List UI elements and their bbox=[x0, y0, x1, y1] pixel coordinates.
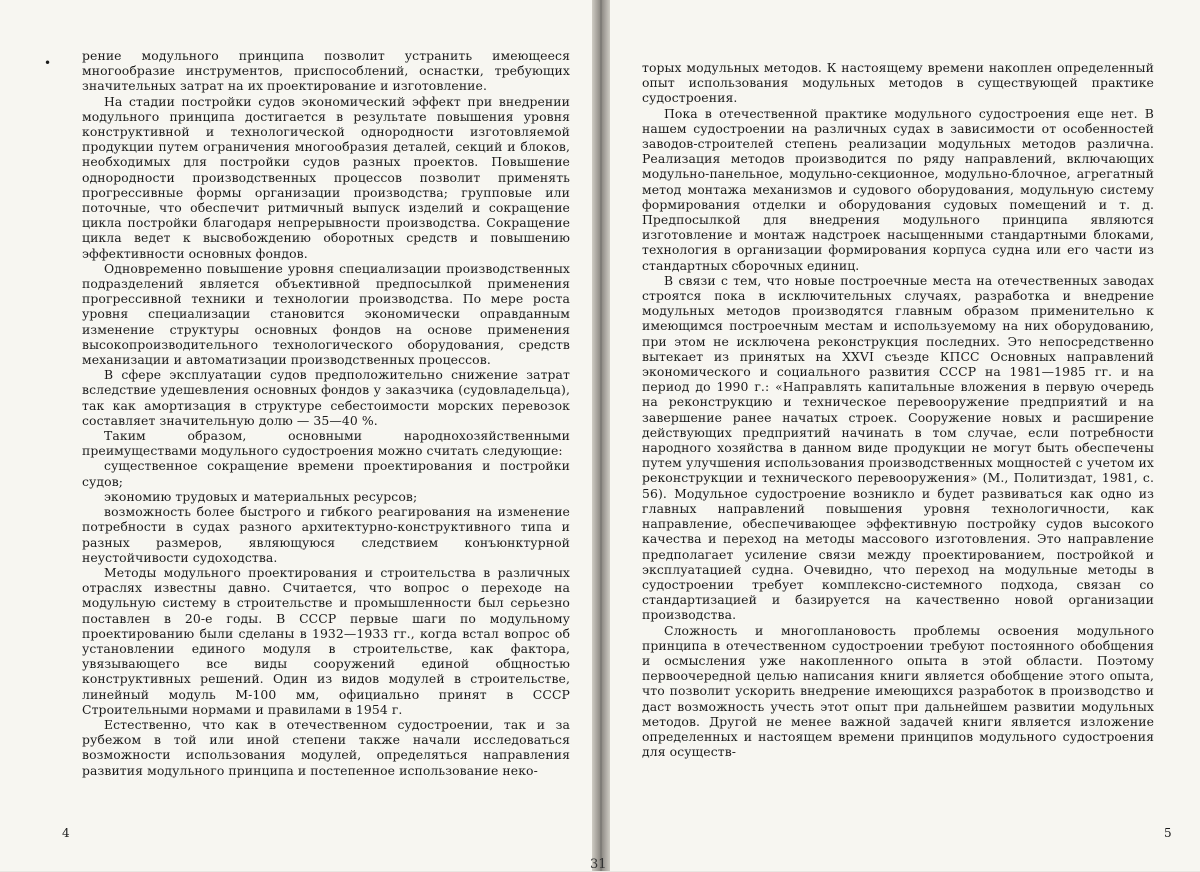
paragraph: торых модульных методов. К настоящему времени накоплен определенный опыт использования модульных методов в существующей практике судостроения. bbox=[642, 60, 1154, 106]
margin-mark: • bbox=[44, 56, 52, 70]
paragraph: Одновременно повышение уровня специализации производственных подразделений является объективной предпосылкой применения прогрессивной техники и технологии производства. По мере роста уровня специализации становится экономически оправданным изменение структуры основных фондов на основе применения высокопроизводительного технологического оборудования, средств механизации и автоматизации производственных процессов. bbox=[82, 260, 570, 368]
right-page-number: 5 bbox=[1164, 826, 1172, 840]
left-page-number: 4 bbox=[62, 826, 70, 840]
book-gutter bbox=[592, 0, 610, 871]
paragraph: В сфере эксплуатации судов предположительно снижение затрат вследствие удешевления основных фондов у заказчика (судовладельца), так как амортизация в структуре себестоимости морских перевозок составляет значительную долю — 35—40 %. bbox=[82, 367, 570, 428]
paragraph: существенное сокращение времени проектирования и постройки судов; bbox=[82, 458, 570, 489]
right-page-text bbox=[642, 60, 1154, 759]
paragraph: В связи с тем, что новые построечные места на отечественных заводах строятся пока в исключительных случаях, разработка и внедрение модульных методов производятся главным образом применительно к имеющимся построечным местам и используемому на них оборудованию, при этом не исключена реконструкция последних. Это непосредственно вытекает из принятых на XXVI съезде КПСС Основных направлений экономического и социального развития СССР на 1981—1985 гг. и на период до 1990 г.: «Направлять капитальные вложения в первую очередь на реконструкцию и техническое перевооружение предприятий и на завершение ранее начатых строек. Сооружение новых и расширение действующих предприятий начинать в том случае, если потребности народного хозяйства в данном виде продукции не могут быть обеспечены путем улучшения использования производственных мощностей с учетом их реконструкции и технического перевооружения» (М., Политиздат, 1981, с. 56). Модульное судостроение возникло и будет развиваться как одно из главных направлений повышения уровня технологичности, как направление, обеспечивающее эффективную постройку судов высокого качества и переход на методы массового изготовления. Это направление предполагает усиление связи между проектированием, постройкой и эксплуатацией судна. Очевидно, что переход на модульные методы в судостроении требует комплексно-системного подхода, связан со стандартизацией и базируется на качественно новой организации производства. bbox=[642, 272, 1154, 623]
paragraph: На стадии постройки судов экономический эффект при внедрении модульного принципа достигается в результате повышения уровня конструктивной и технологической однородности изготовляемой продукции путем ограничения многообразия деталей, секций и блоков, необходимых для постройки судов разных проектов. Повышение однородности производственных процессов позволит применять прогрессивные формы организации производства; групповые или поточные, что обеспечит ритмичный выпуск изделий и сокращение цикла постройки благодаря непрерывности производства. Сокращение цикла ведет к высвобождению оборотных средств и повышению эффективности основных фондов. bbox=[82, 93, 570, 261]
paragraph: Пока в отечественной практике модульного судостроения еще нет. В нашем судостроении на различных судах в зависимости от особенностей заводов-строителей степень реализации модульных методов различна. Реализация методов производится по ряду направлений, включающих модульно-панельное, модульно-секционное, модульно-блочное, агрегатный метод монтажа механизмов и судового оборудования, модульную систему формирования отделки и оборудования судовых помещений и т. д. Предпосылкой для внедрения модульного принципа являются изготовление и монтаж надстроек насыщенными стандартными блоками, технология в организации формирования корпуса судна или его части из стандартных сборочных единиц. bbox=[642, 105, 1154, 273]
left-page-text bbox=[82, 48, 570, 778]
left-page bbox=[0, 0, 598, 871]
paragraph: экономию трудовых и материальных ресурсов; bbox=[104, 488, 418, 504]
gutter-mark: 31 bbox=[590, 857, 607, 872]
right-page bbox=[602, 0, 1200, 871]
paragraph: Сложность и многоплановость проблемы освоения модульного принципа в отечественном судостроении требуют постоянного обобщения и осмысления уже накопленного опыта в этой области. Поэтому первоочередной целью написания книги является обобщение этого опыта, что позволит ускорить внедрение имеющихся разработок в производство и даст возможность учесть этот опыт при дальнейшем развитии модульных методов. Другой не менее важной задачей книги является изложение определенных и настоящем времени принципов модульного судостроения для осуществ- bbox=[642, 622, 1154, 760]
paragraph: Таким образом, основными народнохозяйственными преимуществами модульного судостроения можно считать следующие: bbox=[82, 428, 570, 459]
paragraph: рение модульного принципа позволит устранить имеющееся многообразие инструментов, приспособлений, оснастки, требующих значительных затрат на их проектирование и изготовление. bbox=[82, 48, 570, 94]
paragraph: Естественно, что как в отечественном судостроении, так и за рубежом в той или иной степени также начали исследоваться возможности использования модулей, определяться направления развития модульного принципа и постепенное использование неко- bbox=[82, 716, 570, 778]
paragraph: возможность более быстрого и гибкого реагирования на изменение потребности в судах разного архитектурно-конструктивного типа и разных размеров, являющуюся следствием конъюнктурной неустойчивости судоходства. bbox=[82, 504, 570, 565]
paragraph: Методы модульного проектирования и строительства в различных отраслях известны давно. Считается, что вопрос о переходе на модульную систему в строительстве и промышленности был серьезно поставлен в 20-е годы. В СССР первые шаги по модульному проектированию были сделаны в 1932—1933 гг., когда встал вопрос об установлении единого модуля в строительстве, как фактора, увязывающего все виды сооружений единой общностью конструктивных решений. Один из видов модулей в строительстве, линейный модуль М-100 мм, официально принят в СССР Строительными нормами и правилами в 1954 г. bbox=[82, 564, 570, 717]
